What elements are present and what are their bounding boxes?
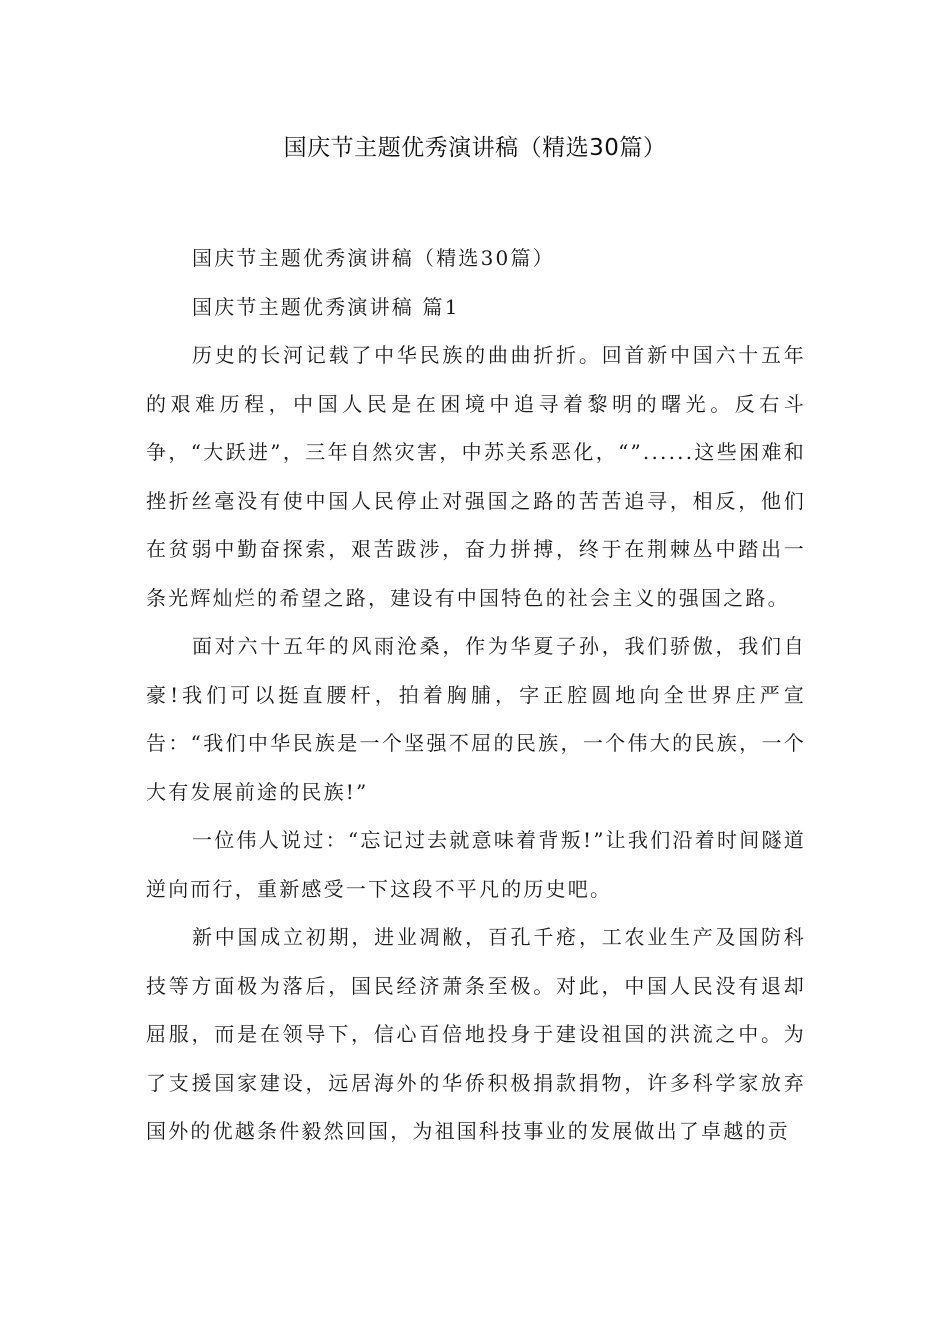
- paragraph-3: 一位伟人说过：“忘记过去就意味着背叛!”让我们沿着时间隧道逆向而行，重新感受一下这段不平凡的历史吧。: [146, 828, 806, 901]
- document-title: 国庆节主题优秀演讲稿（精选30篇）: [283, 135, 667, 161]
- paragraph-2: 面对六十五年的风雨沧桑，作为华夏子孙，我们骄傲，我们自豪!我们可以挺直腰杆，拍着胸脯，字正腔圆地向全世界庄严宣告：“我们中华民族是一个坚强不屈的民族，一个伟大的民族，一个大有发展前途的民族!”: [146, 634, 806, 804]
- document-subtitle: 国庆节主题优秀演讲稿（精选30篇）: [192, 246, 555, 270]
- paragraph-4: 新中国成立初期，进业凋敝，百孔千疮，工农业生产及国防科技等方面极为落后，国民经济萧条至极。对此，中国人民没有退却屈服，而是在领导下，信心百倍地投身于建设祖国的洪流之中。为了支援国家建设，远居海外的华侨积极捐款捐物，许多科学家放弃国外的优越条件毅然回国，为祖国科技事业的发展做出了卓越的贡: [146, 925, 806, 1143]
- paragraph-1: 历史的长河记载了中华民族的曲曲折折。回首新中国六十五年的艰难历程，中国人民是在困境中追寻着黎明的曙光。反右斗争，“大跃进”，三年自然灾害，中苏关系恶化，“”......这些困难和挫折丝毫没有使中国人民停止对强国之路的苦苦追寻，相反，他们在贫弱中勤奋探索，艰苦跋涉，奋力拼搏，终于在荆棘丛中踏出一条光辉灿烂的希望之路，建设有中国特色的社会主义的强国之路。: [146, 343, 806, 610]
- document-body: [146, 234, 806, 1156]
- section-heading: 国庆节主题优秀演讲稿 篇1: [192, 294, 460, 319]
